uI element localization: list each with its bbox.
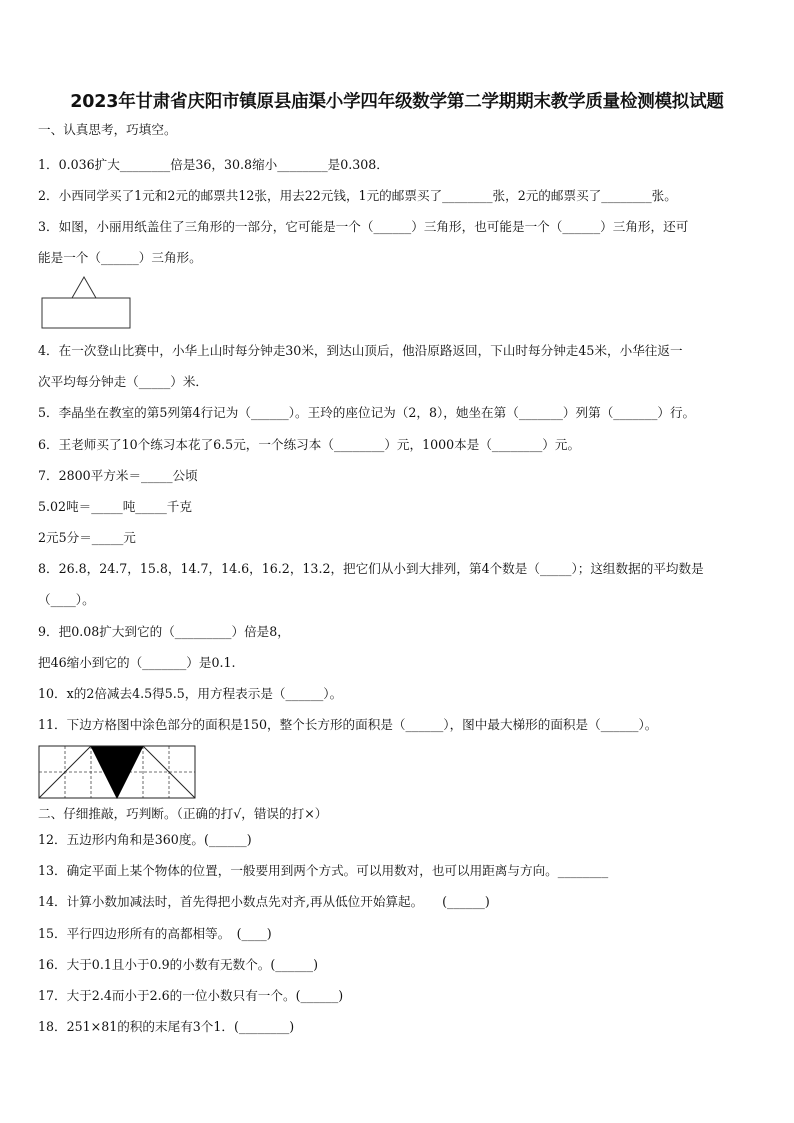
question-16: 16．大于0.1且小于0.9的小数有无数个。(______) bbox=[38, 957, 319, 972]
covered-triangle-figure bbox=[40, 274, 134, 332]
question-17: 17．大于2.4而小于2.6的一位小数只有一个。(______) bbox=[38, 988, 344, 1003]
question-5: 5．李晶坐在教室的第5列第4行记为（______）。王玲的座位记为（2，8），她坐在第（_______）列第（_______）行。 bbox=[38, 405, 696, 420]
question-3-line-2: 能是一个（______）三角形。 bbox=[38, 250, 202, 265]
question-12: 12．五边形内角和是360度。(______) bbox=[38, 832, 252, 847]
question-8-line-2: （____）。 bbox=[38, 592, 95, 607]
question-3-line-1: 3．如图，小丽用纸盖住了三角形的一部分，它可能是一个（______）三角形，也可能是一个（______）三角形，还可 bbox=[38, 219, 689, 234]
question-4-line-1: 4．在一次登山比赛中，小华上山时每分钟走30米，到达山顶后，他沿原路返回，下山时每分钟走45米，小华往返一 bbox=[38, 343, 683, 358]
question-14: 14．计算小数加减法时，首先得把小数点先对齐,再从低位开始算起。 (______) bbox=[38, 894, 490, 909]
grid-shaded-triangle-figure bbox=[38, 745, 198, 801]
question-7-line-1: 7．2800平方米＝_____公顷 bbox=[38, 468, 198, 483]
question-10: 10．x的2倍减去4.5得5.5，用方程表示是（______）。 bbox=[38, 686, 343, 701]
question-11: 11．下边方格图中涂色部分的面积是150，整个长方形的面积是（______），图中最大梯形的面积是（______）。 bbox=[38, 717, 658, 732]
page-title: 2023年甘肃省庆阳市镇原县庙渠小学四年级数学第二学期期末教学质量检测模拟试题 bbox=[70, 92, 724, 112]
question-8-line-1: 8．26.8，24.7，15.8，14.7，14.6，16.2，13.2，把它们从小到大排列，第4个数是（_____）；这组数据的平均数是 bbox=[38, 561, 704, 576]
question-7-line-3: 2元5分＝_____元 bbox=[38, 530, 136, 545]
question-13: 13．确定平面上某个物体的位置，一般要用到两个方式。可以用数对，也可以用距离与方向。________ bbox=[38, 863, 609, 878]
question-7-line-2: 5.02吨＝_____吨_____千克 bbox=[38, 499, 192, 514]
section-1-heading: 一、认真思考，巧填空。 bbox=[38, 122, 177, 137]
question-6: 6．王老师买了10个练习本花了6.5元，一个练习本（________）元，1000本是（________）元。 bbox=[38, 437, 581, 452]
question-1: 1．0.036扩大________倍是36，30.8缩小________是0.308． bbox=[38, 157, 389, 172]
section-2-heading: 二、仔细推敲，巧判断。（正确的打√，错误的打×） bbox=[38, 806, 328, 821]
question-2: 2．小西同学买了1元和2元的邮票共12张，用去22元钱，1元的邮票买了________张，2元的邮票买了________张。 bbox=[38, 188, 677, 203]
question-18: 18．251×81的积的末尾有3个1．(________) bbox=[38, 1019, 295, 1034]
question-15: 15．平行四边形所有的高都相等。 (____) bbox=[38, 926, 272, 941]
question-4-line-2: 次平均每分钟走（_____）米． bbox=[38, 374, 209, 389]
question-9-line-1: 9．把0.08扩大到它的（_________）倍是8， bbox=[38, 624, 290, 639]
question-9-line-2: 把46缩小到它的（_______）是0.1. bbox=[38, 655, 236, 670]
